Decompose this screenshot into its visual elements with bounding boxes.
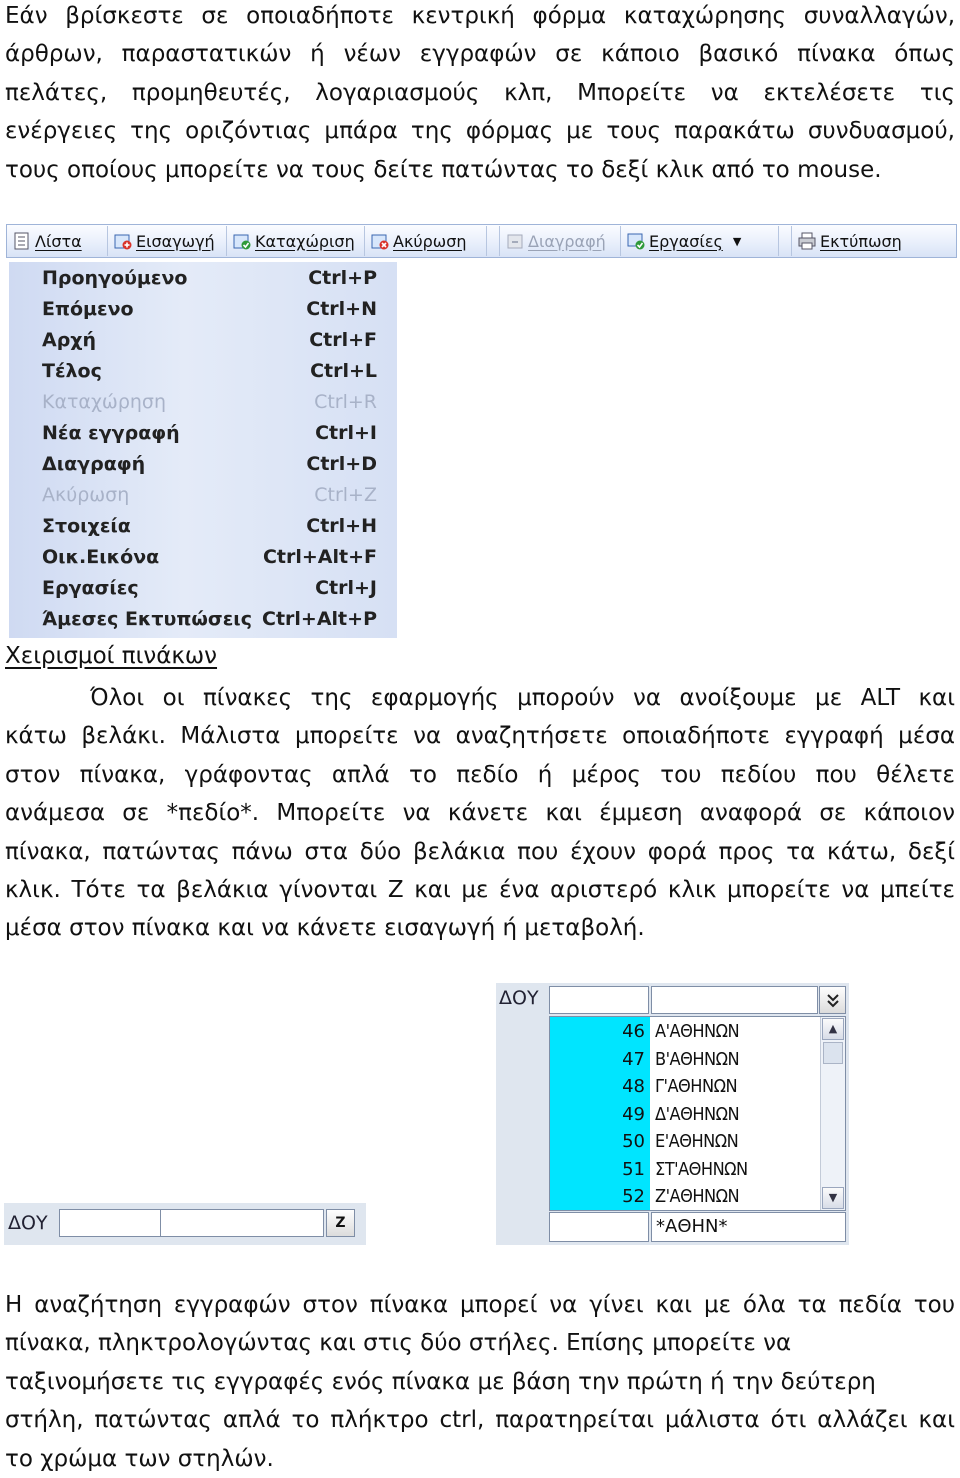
text-line: ανάμεσα σε *πεδίο*. Μπορείτε να κάνετε και έμμεση αναφορά σε κάποιον xyxy=(5,800,955,827)
lookup-name-input[interactable] xyxy=(160,1209,324,1237)
menu-item-label: Νέα εγγραφή xyxy=(42,422,180,444)
menu-item-shortcut: Ctrl+F xyxy=(309,329,377,351)
menu-item-previous[interactable] xyxy=(9,264,397,295)
context-menu xyxy=(9,262,397,638)
text-line: κάτω βελάκι. Μάλιστα μπορείτε να αναζητήσετε οποιαδήποτε εγγραφή μέσα xyxy=(5,723,955,750)
tax-office-lookup-closed xyxy=(4,1203,366,1245)
toolbar-separator xyxy=(487,226,500,256)
dropdown-button[interactable] xyxy=(819,986,846,1014)
form-toolbar xyxy=(6,224,957,258)
list-icon xyxy=(13,232,31,250)
text-line: Εάν βρίσκεστε σε οποιαδήποτε κεντρική φόρμα καταχώρησης συναλλαγών, xyxy=(5,3,955,29)
lookup-results-grid xyxy=(549,1016,846,1211)
menu-item-label: Αρχή xyxy=(42,329,97,351)
menu-item-label: Τέλος xyxy=(42,360,102,382)
double-chevron-down-icon xyxy=(826,996,840,1012)
chevron-up-icon: ▲ xyxy=(828,1022,838,1035)
toolbar-cancel-button[interactable] xyxy=(365,226,487,256)
menu-item-shortcut: Ctrl+H xyxy=(306,515,377,537)
menu-item-shortcut: Ctrl+Alt+P xyxy=(262,608,377,630)
menu-item-label: Άμεσες Εκτυπώσεις xyxy=(42,608,252,630)
toolbar-separator xyxy=(779,226,792,256)
row-name: Β'ΑΘΗΝΩΝ xyxy=(655,1048,740,1070)
text-line: ταξινομήσετε τις εγγραφές ενός πίνακα με βάση την πρώτη ή την δεύτερη xyxy=(5,1368,876,1395)
menu-item-cancel[interactable] xyxy=(9,481,397,512)
table-row[interactable] xyxy=(550,1046,820,1074)
text-line: Η αναζήτηση εγγραφών στον πίνακα μπορεί να γίνει και με όλα τα πεδία του xyxy=(5,1292,955,1318)
toolbar-label: Καταχώριση xyxy=(255,231,355,251)
menu-item-shortcut: Ctrl+N xyxy=(306,298,377,320)
menu-item-shortcut: Ctrl+I xyxy=(315,422,377,444)
chevron-down-icon[interactable]: ▼ xyxy=(732,234,742,248)
vertical-scrollbar[interactable] xyxy=(820,1017,845,1210)
menu-item-save[interactable] xyxy=(9,388,397,419)
lookup-label: ΔΟΥ xyxy=(8,1212,48,1234)
row-name: Α'ΑΘΗΝΩΝ xyxy=(655,1021,740,1042)
toolbar-label: Ακύρωση xyxy=(393,231,467,251)
toolbar-label: Εκτύπωση xyxy=(820,231,902,251)
table-row[interactable] xyxy=(550,1101,820,1129)
insert-icon xyxy=(114,232,132,250)
tables-paragraph xyxy=(5,679,955,948)
menu-item-details[interactable] xyxy=(9,512,397,543)
lookup-code-input[interactable] xyxy=(59,1209,161,1237)
text-line: μέσα στον πίνακα και να κάνετε εισαγωγή ή μεταβολή. xyxy=(5,915,645,942)
toolbar-label: Λίστα xyxy=(35,231,82,251)
save-icon xyxy=(233,232,251,250)
menu-item-shortcut: Ctrl+Alt+F xyxy=(262,546,377,568)
lookup-name-input[interactable] xyxy=(651,986,818,1014)
section-heading: Χειρισμοί πινάκων xyxy=(5,643,218,669)
tasks-icon xyxy=(627,232,645,250)
toolbar-label: Διαγραφή xyxy=(528,231,606,251)
menu-item-shortcut: Ctrl+D xyxy=(306,453,377,475)
menu-item-tasks[interactable] xyxy=(9,574,397,605)
text-line: Όλοι οι πίνακες της εφαρμογής μπορούν να ανοίξουμε με ALT και xyxy=(90,685,955,711)
filter-name-input[interactable]: *ΑΘΗΝ* xyxy=(651,1212,846,1242)
menu-item-shortcut: Ctrl+J xyxy=(315,577,377,599)
row-name: Δ'ΑΘΗΝΩΝ xyxy=(655,1103,740,1125)
menu-item-delete[interactable] xyxy=(9,450,397,481)
menu-item-label: Προηγούμενο xyxy=(42,267,188,289)
cancel-icon xyxy=(371,232,389,250)
text-line: πίνακα, πατώντας πάνω στα δύο βελάκια που έχουν φορά προς τα κάτω, δεξί xyxy=(5,838,955,865)
lookup-label: ΔΟΥ xyxy=(499,987,539,1009)
scroll-thumb[interactable] xyxy=(823,1042,843,1064)
table-row[interactable] xyxy=(550,1018,820,1046)
menu-item-label: Επόμενο xyxy=(42,298,134,320)
row-name: Ζ'ΑΘΗΝΩΝ xyxy=(655,1186,740,1207)
text-line: πελάτες, προμηθευτές, λογαριασμούς κλπ, Μπορείτε να εκτελέσετε τις xyxy=(5,79,955,106)
scroll-up-button[interactable] xyxy=(822,1018,844,1040)
delete-icon xyxy=(506,232,524,250)
toolbar-tasks-button[interactable] xyxy=(621,226,779,256)
menu-item-label: Διαγραφή xyxy=(42,453,146,475)
table-row[interactable] xyxy=(550,1073,820,1101)
toolbar-save-button[interactable] xyxy=(227,226,365,256)
menu-item-next[interactable] xyxy=(9,295,397,326)
toolbar-label: Εργασίες xyxy=(649,231,723,251)
chevron-down-icon: ▼ xyxy=(828,1191,838,1204)
menu-item-first[interactable] xyxy=(9,326,397,357)
row-code: 51 xyxy=(622,1158,645,1180)
text-line: ενέργειες της οριζόντιας μπάρα της φόρμας με τους παρακάτω συνδυασμού, xyxy=(5,118,955,145)
text-line: τους οποίους μπορείτε να τους δείτε πατώντας το δεξί κλικ από το mouse. xyxy=(5,156,882,183)
menu-item-shortcut: Ctrl+L xyxy=(310,360,377,382)
text-line: το χρώμα των στηλών. xyxy=(5,1445,274,1472)
menu-item-label: Στοιχεία xyxy=(42,515,131,537)
row-code: 46 xyxy=(622,1021,645,1042)
row-code: 48 xyxy=(622,1076,645,1097)
menu-item-direct-prints[interactable] xyxy=(9,605,397,636)
toolbar-label: Εισαγωγή xyxy=(136,231,215,251)
toolbar-insert-button[interactable] xyxy=(108,226,227,256)
print-icon xyxy=(798,232,816,250)
filter-code-input[interactable] xyxy=(549,1212,649,1242)
text-line: πίνακα, πληκτρολογώντας και στις δύο στήλες. Επίσης μπορείτε να xyxy=(5,1330,792,1357)
text-line: άρθρων, παραστατικών ή νέων εγγραφών σε κάποιο βασικό πίνακα όπως xyxy=(5,41,955,68)
menu-item-financial-view[interactable] xyxy=(9,543,397,574)
toolbar-list-button[interactable] xyxy=(7,226,108,256)
menu-item-label: Καταχώρηση xyxy=(42,391,167,413)
table-row[interactable] xyxy=(550,1183,820,1211)
table-row[interactable] xyxy=(550,1156,820,1184)
toolbar-print-button[interactable] xyxy=(792,226,908,256)
menu-item-label: Οικ.Εικόνα xyxy=(42,546,160,568)
tax-office-lookup-open xyxy=(496,983,849,1245)
text-line: στον πίνακα, γράφοντας απλά το πεδίο ή μέρος του πεδίου που θέλετε xyxy=(5,761,955,788)
closing-paragraph xyxy=(5,1286,955,1478)
row-code: 50 xyxy=(622,1131,645,1152)
row-code: 52 xyxy=(622,1186,645,1207)
intro-paragraph xyxy=(5,0,955,189)
menu-item-last[interactable] xyxy=(9,357,397,388)
row-name: ΣΤ'ΑΘΗΝΩΝ xyxy=(655,1158,748,1180)
z-button[interactable]: Z xyxy=(326,1209,355,1237)
menu-item-label: Ακύρωση xyxy=(42,484,130,506)
menu-item-label: Εργασίες xyxy=(42,577,139,599)
text-line: κλικ. Τότε τα βελάκια γίνονται Z και με ένα αριστερό κλικ μπορείτε να μπείτε xyxy=(5,877,955,904)
toolbar-delete-button[interactable] xyxy=(500,226,621,256)
row-code: 47 xyxy=(622,1048,645,1070)
scroll-down-button[interactable] xyxy=(822,1187,844,1209)
menu-item-shortcut: Ctrl+P xyxy=(308,267,377,289)
row-code: 49 xyxy=(622,1103,645,1125)
table-row[interactable] xyxy=(550,1128,820,1156)
menu-item-new-record[interactable] xyxy=(9,419,397,450)
text-line: στήλη, πατώντας απλά το πλήκτρο ctrl, παρατηρείται μάλιστα ότι αλλάζει και xyxy=(5,1407,955,1434)
menu-item-shortcut: Ctrl+Z xyxy=(314,484,377,506)
lookup-code-input[interactable] xyxy=(549,986,649,1014)
menu-item-shortcut: Ctrl+R xyxy=(314,391,377,413)
row-name: Ε'ΑΘΗΝΩΝ xyxy=(655,1131,739,1152)
row-name: Γ'ΑΘΗΝΩΝ xyxy=(655,1076,738,1097)
